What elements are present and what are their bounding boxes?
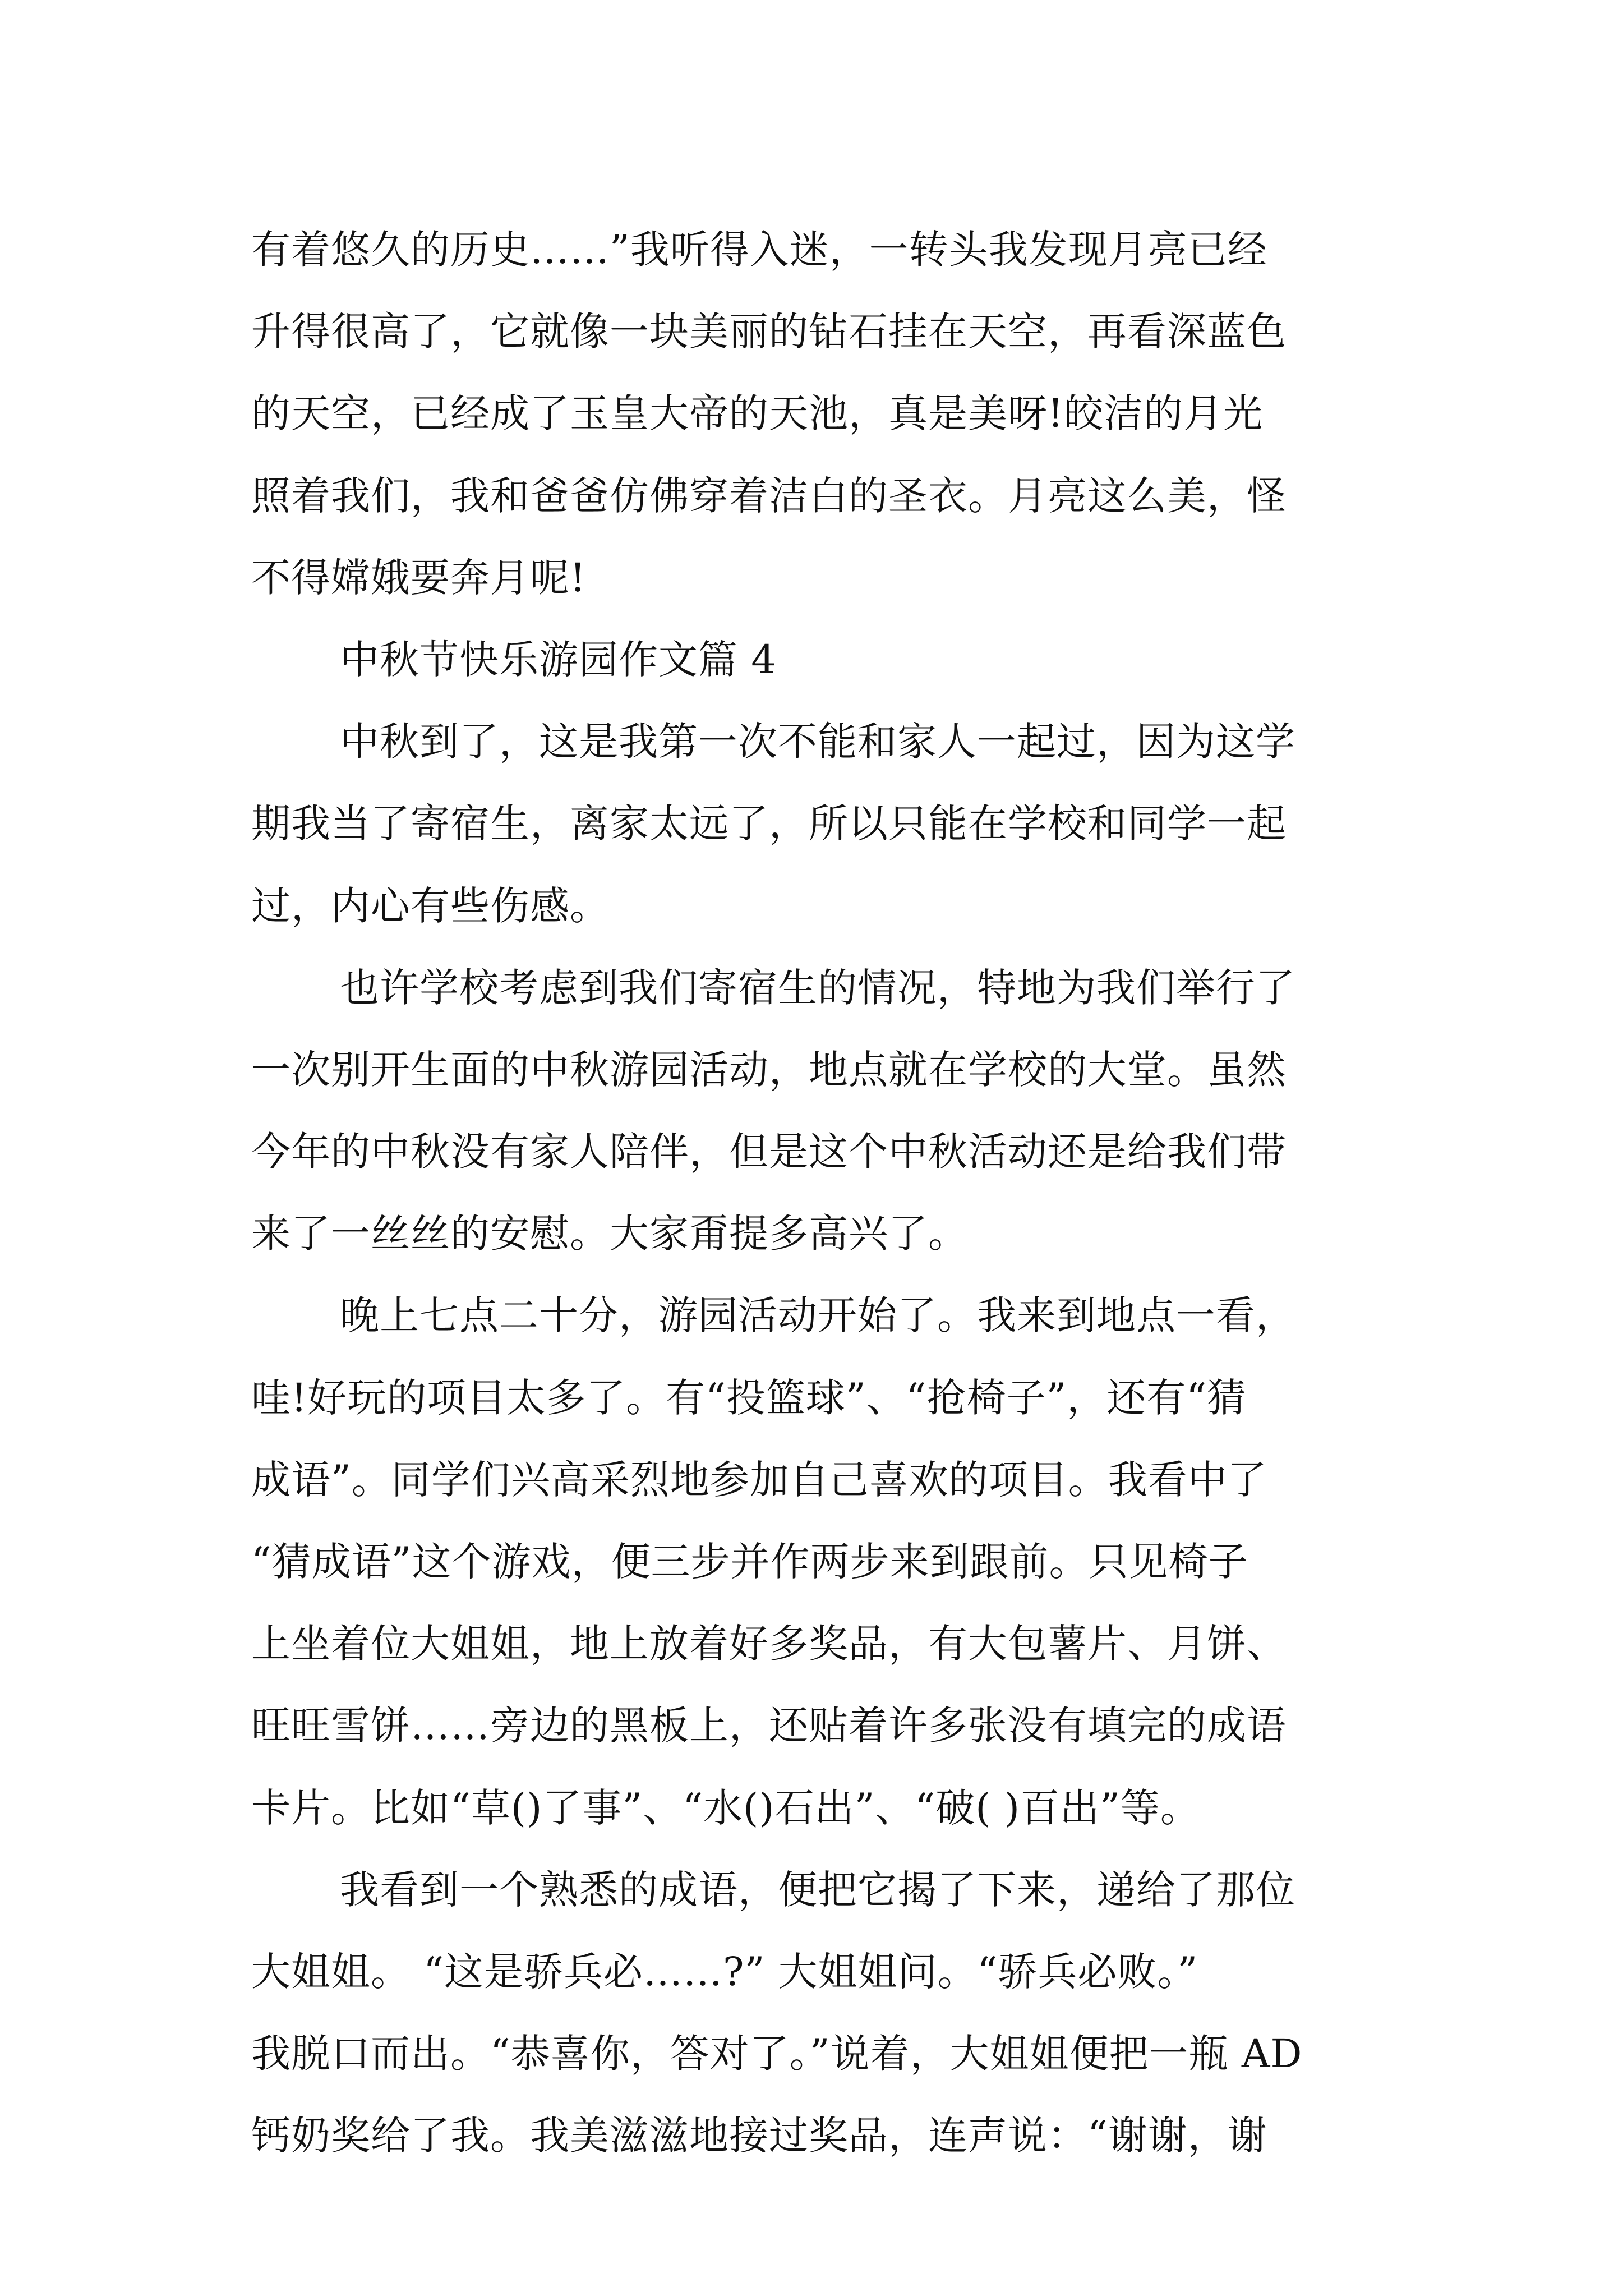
text-line: 来了一丝丝的安慰。大家甭提多高兴了。 (251, 1211, 968, 1257)
text-line: 我脱口而出。“恭喜你，答对了。”说着，大姐姐便把一瓶 AD (251, 2031, 1303, 2077)
text-line: 的天空，已经成了玉皇大帝的天池，真是美呀!皎洁的月光 (251, 390, 1264, 437)
paragraph-start-line: 也许学校考虑到我们寄宿生的情况，特地为我们举行了 (340, 964, 1295, 1011)
text-line: 有着悠久的历史……”我听得入迷，一转头我发现月亮已经 (251, 227, 1267, 273)
text-line: 升得很高了，它就像一块美丽的钻石挂在天空，再看深蓝色 (251, 309, 1287, 355)
text-line: 今年的中秋没有家人陪伴，但是这个中秋活动还是给我们带 (251, 1129, 1287, 1175)
text-line: 照着我们，我和爸爸仿佛穿着洁白的圣衣。月亮这么美，怪 (251, 472, 1287, 519)
text-line: 一次别开生面的中秋游园活动，地点就在学校的大堂。虽然 (251, 1046, 1287, 1093)
text-line: 期我当了寄宿生，离家太远了，所以只能在学校和同学一起 (251, 800, 1287, 847)
text-line: 钙奶奖给了我。我美滋滋地接过奖品，连声说：“谢谢，谢 (251, 2113, 1267, 2159)
section-heading: 中秋节快乐游园作文篇 4 (340, 636, 777, 683)
text-line: 大姐姐。 “这是骄兵必……?” 大姐姐问。“骄兵必败。” (251, 1948, 1198, 1995)
text-line: 过，内心有些伤感。 (251, 882, 610, 929)
paragraph-start-line: 我看到一个熟悉的成语，便把它揭了下来，递给了那位 (340, 1866, 1295, 1913)
paragraph-start-line: 晚上七点二十分，游园活动开始了。我来到地点一看， (340, 1292, 1295, 1339)
paragraph-start-line: 中秋到了，这是我第一次不能和家人一起过，因为这学 (340, 719, 1295, 765)
text-line: 旺旺雪饼……旁边的黑板上，还贴着许多张没有填完的成语 (251, 1703, 1287, 1749)
text-line: 不得嫦娥要奔月呢! (251, 554, 587, 601)
text-line: “猜成语”这个游戏，便三步并作两步来到跟前。只见椅子 (251, 1539, 1248, 1585)
text-line: 上坐着位大姐姐，地上放着好多奖品，有大包薯片、月饼、 (251, 1621, 1287, 1667)
body-text (251, 209, 1378, 2177)
text-line: 卡片。比如“草()了事”、“水()石出”、“破( )百出”等。 (251, 1784, 1200, 1831)
text-line: 成语”。同学们兴高采烈地参加自己喜欢的项目。我看中了 (251, 1456, 1267, 1503)
text-line: 哇!好玩的项目太多了。有“投篮球”、“抢椅子”，还有“猜 (251, 1374, 1247, 1421)
